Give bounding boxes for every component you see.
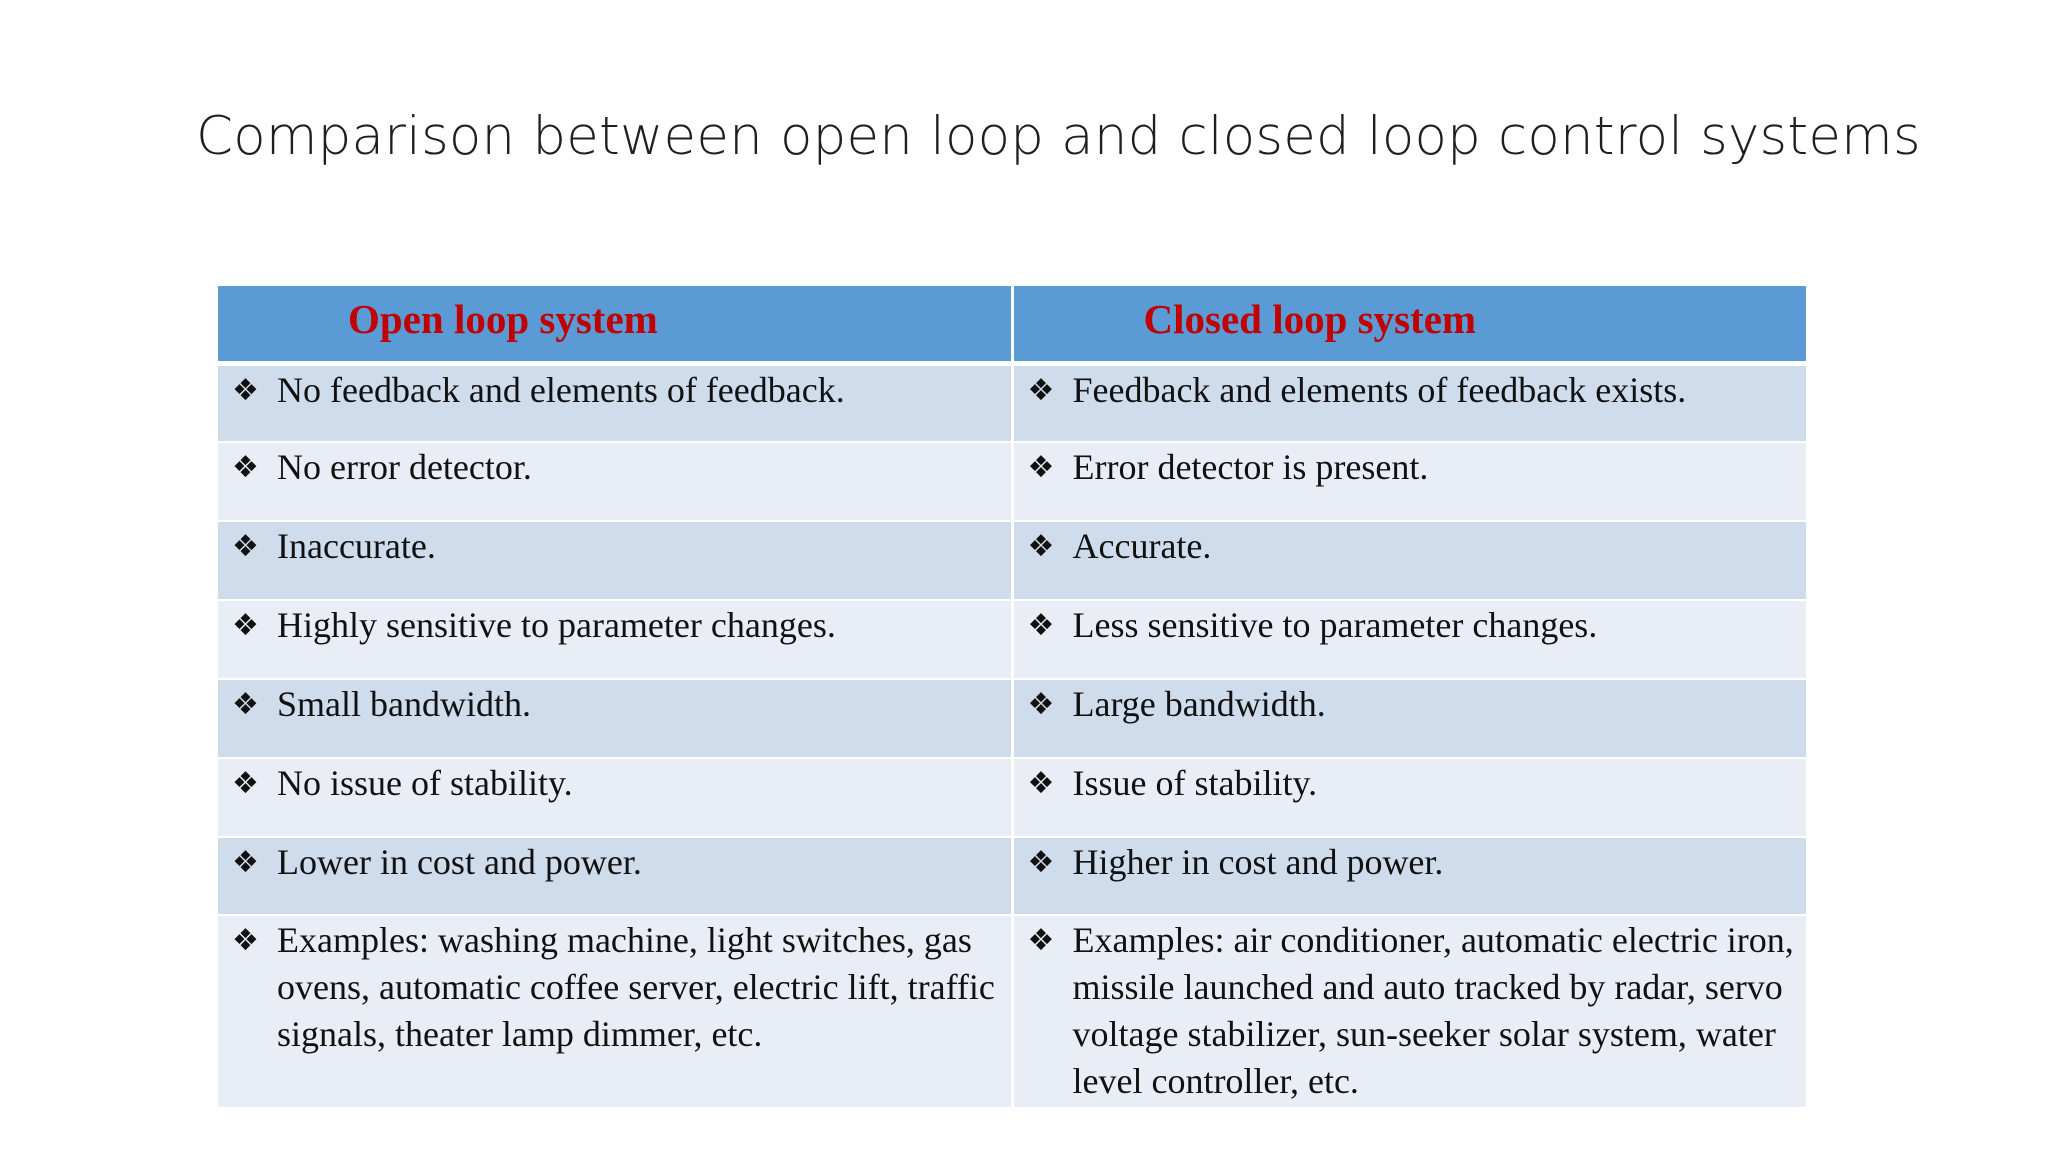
- table-row: [218, 442, 1806, 521]
- four-diamond-bullet-icon: ❖: [232, 844, 259, 880]
- cell-text: Inaccurate.: [277, 525, 436, 566]
- open-loop-cell: [218, 442, 1012, 521]
- header-closed-loop: Closed loop system: [1012, 286, 1806, 364]
- cell-text: Examples: air conditioner, automatic electric iron, missile launched and auto tracked by radar, servo voltage stabilizer, sun-seeker solar system, water level controller, etc.: [1072, 919, 1794, 1101]
- table-row: [218, 679, 1806, 758]
- table-row: [218, 837, 1806, 915]
- four-diamond-bullet-icon: ❖: [1027, 373, 1055, 408]
- four-diamond-bullet-icon: ❖: [1027, 607, 1055, 643]
- closed-loop-cell: [1012, 442, 1806, 521]
- cell-text: No feedback and elements of feedback.: [277, 370, 845, 410]
- four-diamond-bullet-icon: ❖: [232, 449, 259, 485]
- table-row: [218, 600, 1806, 679]
- open-loop-cell: [218, 915, 1012, 1108]
- cell-text: Highly sensitive to parameter changes.: [277, 604, 836, 645]
- closed-loop-cell: [1012, 679, 1806, 758]
- cell-text: Error detector is present.: [1072, 446, 1429, 487]
- four-diamond-bullet-icon: ❖: [232, 607, 259, 643]
- four-diamond-bullet-icon: ❖: [232, 922, 259, 958]
- cell-text: No error detector.: [277, 446, 532, 487]
- cell-text: Feedback and elements of feedback exists.: [1072, 370, 1687, 410]
- four-diamond-bullet-icon: ❖: [232, 373, 259, 408]
- four-diamond-bullet-icon: ❖: [1027, 922, 1055, 958]
- table-row: [218, 758, 1806, 837]
- closed-loop-cell: [1012, 521, 1806, 600]
- closed-loop-cell: [1012, 364, 1806, 442]
- slide-title: Comparison between open loop and closed loop control systems: [196, 106, 1921, 167]
- closed-loop-cell: [1012, 758, 1806, 837]
- cell-text: Accurate.: [1072, 525, 1212, 566]
- closed-loop-cell: [1012, 600, 1806, 679]
- four-diamond-bullet-icon: ❖: [232, 765, 259, 801]
- cell-text: Issue of stability.: [1072, 762, 1318, 803]
- table-row: [218, 364, 1806, 442]
- cell-text: Large bandwidth.: [1072, 683, 1326, 724]
- closed-loop-cell: [1012, 915, 1806, 1108]
- cell-text: Higher in cost and power.: [1072, 841, 1444, 882]
- open-loop-cell: [218, 364, 1012, 442]
- cell-text: Less sensitive to parameter changes.: [1072, 604, 1598, 645]
- four-diamond-bullet-icon: ❖: [1027, 449, 1055, 485]
- table-row: [218, 915, 1806, 1108]
- cell-text: No issue of stability.: [277, 762, 573, 803]
- cell-text: Small bandwidth.: [277, 683, 531, 724]
- cell-text: Lower in cost and power.: [277, 841, 642, 882]
- open-loop-cell: [218, 600, 1012, 679]
- four-diamond-bullet-icon: ❖: [1027, 765, 1055, 801]
- four-diamond-bullet-icon: ❖: [232, 686, 259, 722]
- four-diamond-bullet-icon: ❖: [1027, 844, 1055, 880]
- open-loop-cell: [218, 837, 1012, 915]
- table-row: [218, 521, 1806, 600]
- four-diamond-bullet-icon: ❖: [1027, 528, 1055, 564]
- table-header-row: [218, 286, 1806, 364]
- open-loop-cell: [218, 758, 1012, 837]
- four-diamond-bullet-icon: ❖: [1027, 686, 1055, 722]
- cell-text: Examples: washing machine, light switches, gas ovens, automatic coffee server, electric lift, traffic signals, theater lamp dimmer, etc.: [277, 919, 995, 1054]
- comparison-table: [218, 286, 1806, 1109]
- open-loop-cell: [218, 521, 1012, 600]
- open-loop-cell: [218, 679, 1012, 758]
- header-open-loop: Open loop system: [218, 286, 1012, 364]
- closed-loop-cell: [1012, 837, 1806, 915]
- four-diamond-bullet-icon: ❖: [232, 528, 259, 564]
